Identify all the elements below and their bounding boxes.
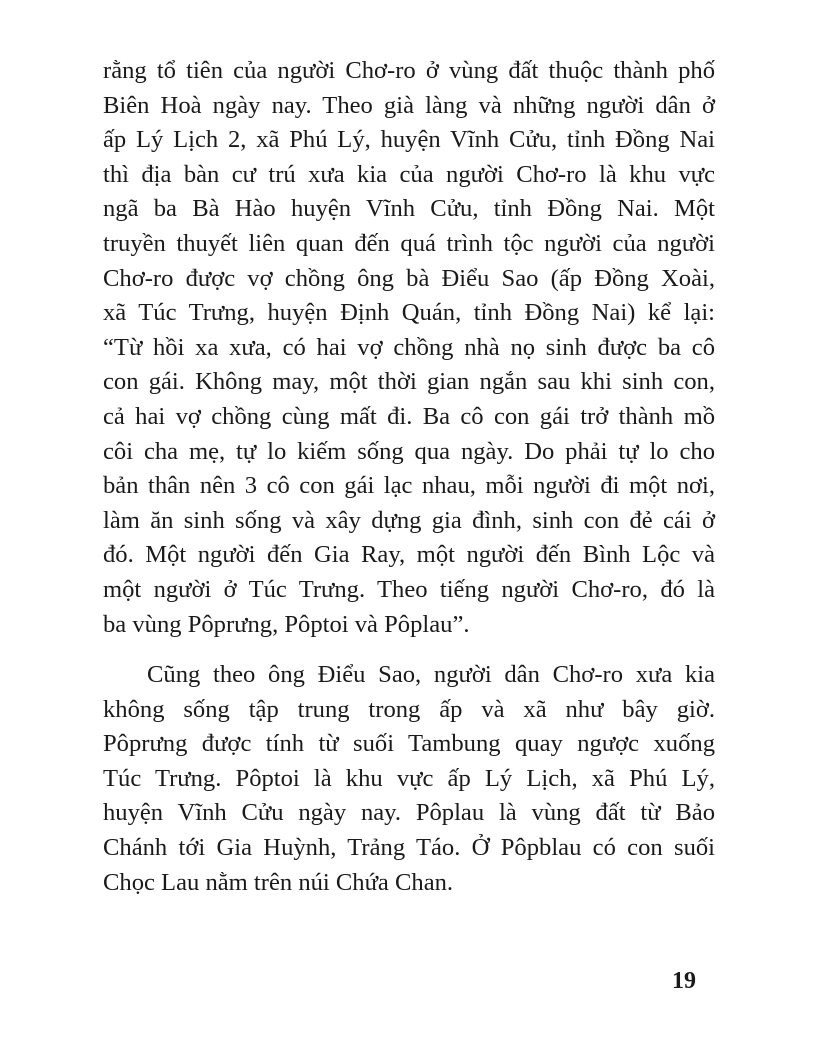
text-line: thì địa bàn cư trú xưa kia của người Chơ-ro là khu vực bbox=[103, 160, 715, 188]
page-number: 19 bbox=[672, 968, 696, 994]
paragraph-2 bbox=[103, 658, 715, 900]
text-line: bản thân nên 3 cô con gái lạc nhau, mỗi người đi một nơi, bbox=[103, 472, 715, 500]
text-line: huyện Vĩnh Cửu ngày nay. Pôplau là vùng đất từ Bảo bbox=[103, 799, 715, 827]
text-line: rằng tổ tiên của người Chơ-ro ở vùng đất thuộc thành phố bbox=[103, 57, 715, 84]
text-line: “Từ hồi xa xưa, có hai vợ chồng nhà nọ sinh được ba cô bbox=[103, 333, 715, 361]
text-line: con gái. Không may, một thời gian ngắn sau khi sinh con, bbox=[103, 368, 715, 396]
text-line: truyền thuyết liên quan đến quá trình tộc người của người bbox=[103, 229, 715, 257]
text-line: côi cha mẹ, tự lo kiếm sống qua ngày. Do phải tự lo cho bbox=[103, 437, 715, 465]
text-line: Chọc Lau nằm trên núi Chứa Chan. bbox=[103, 868, 454, 896]
text-line: Cũng theo ông Điểu Sao, người dân Chơ-ro xưa kia bbox=[147, 661, 715, 689]
text-line: Chơ-ro được vợ chồng ông bà Điểu Sao (ấp Đồng Xoài, bbox=[103, 264, 715, 292]
text-line: không sống tập trung trong ấp và xã như bây giờ. bbox=[103, 695, 715, 723]
text-line: Chánh tới Gia Huỳnh, Trảng Táo. Ở Pôpblau có con suối bbox=[103, 834, 715, 862]
text-line: Túc Trưng. Pôptoi là khu vực ấp Lý Lịch, xã Phú Lý, bbox=[103, 764, 715, 792]
text-line: làm ăn sinh sống và xây dựng gia đình, sinh con đẻ cái ở bbox=[103, 506, 715, 534]
text-line: xã Túc Trưng, huyện Định Quán, tỉnh Đồng Nai) kể lại: bbox=[103, 299, 715, 327]
text-line: Biên Hoà ngày nay. Theo già làng và những người dân ở bbox=[103, 91, 715, 119]
page-body bbox=[103, 54, 715, 900]
text-line: cả hai vợ chồng cùng mất đi. Ba cô con gái trở thành mồ bbox=[103, 402, 715, 430]
text-line: ba vùng Pôprưng, Pôptoi và Pôplau”. bbox=[103, 610, 470, 638]
text-line: ấp Lý Lịch 2, xã Phú Lý, huyện Vĩnh Cửu, tỉnh Đồng Nai bbox=[103, 126, 715, 154]
text-line: ngã ba Bà Hào huyện Vĩnh Cửu, tỉnh Đồng Nai. Một bbox=[103, 195, 715, 223]
paragraph-1 bbox=[103, 54, 715, 642]
text-line: một người ở Túc Trưng. Theo tiếng người Chơ-ro, đó là bbox=[103, 575, 715, 603]
text-line: Pôprưng được tính từ suối Tambung quay ngược xuống bbox=[103, 730, 715, 758]
text-line: đó. Một người đến Gia Ray, một người đến Bình Lộc và bbox=[103, 541, 715, 569]
